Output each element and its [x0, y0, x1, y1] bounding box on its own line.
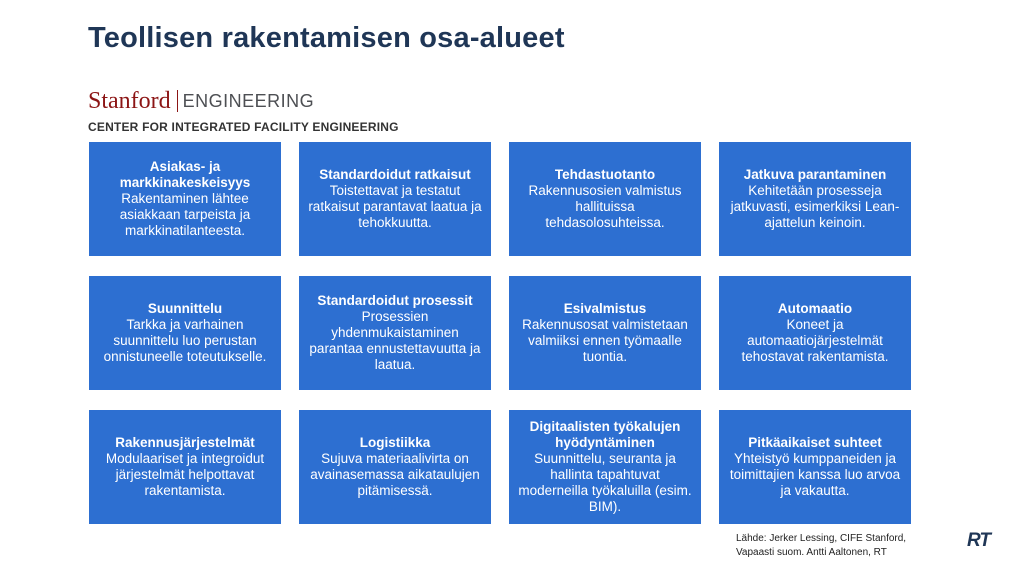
- source-note: [736, 532, 906, 560]
- card-text: Kehitetään prosesseja jatkuvasti, esimerkiksi Lean-ajattelun keinoin.: [730, 183, 900, 230]
- card-title: Suunnittelu: [147, 301, 223, 316]
- card-title: Esivalmistus: [563, 301, 647, 316]
- card-prefabrication: [509, 276, 701, 390]
- source-line: Vapaasti suom. Antti Aaltonen, RT: [736, 547, 887, 558]
- logo-divider: [177, 90, 178, 112]
- card-long-term-relationships: [719, 410, 911, 524]
- logo-center-name: CENTER FOR INTEGRATED FACILITY ENGINEERING: [88, 120, 399, 134]
- card-continuous-improvement: [719, 142, 911, 256]
- card-text: Prosessien yhdenmukaistaminen parantaa ennustettavuutta ja laatua.: [309, 309, 481, 372]
- card-text: Rakentaminen lähtee asiakkaan tarpeista ja markkinatilanteesta.: [119, 191, 251, 238]
- card-standardized-solutions: [299, 142, 491, 256]
- card-automation: [719, 276, 911, 390]
- card-design: [89, 276, 281, 390]
- card-title: Jatkuva parantaminen: [743, 167, 887, 182]
- card-customer-focus: [89, 142, 281, 256]
- source-line: Lähde: Jerker Lessing, CIFE Stanford,: [736, 533, 907, 544]
- card-factory-production: [509, 142, 701, 256]
- logo-division: ENGINEERING: [182, 91, 315, 111]
- card-text: Sujuva materiaalivirta on avainasemassa aikataulujen pitämisessä.: [310, 451, 480, 498]
- card-title: Logistiikka: [359, 435, 431, 450]
- card-grid: [89, 142, 911, 524]
- card-text: Rakennusosien valmistus hallituissa tehdasolosuhteissa.: [528, 183, 682, 230]
- card-text: Yhteistyö kumppaneiden ja toimittajien kanssa luo arvoa ja vakautta.: [729, 451, 901, 498]
- card-title: Rakennusjärjestelmät: [115, 435, 255, 450]
- slide-title: Teollisen rakentamisen osa-alueet: [88, 22, 565, 54]
- card-text: Tarkka ja varhainen suunnittelu luo perustan onnistuneelle toteutukselle.: [103, 317, 267, 364]
- card-building-systems: [89, 410, 281, 524]
- card-text: Suunnittelu, seuranta ja hallinta tapahtuvat moderneilla työkaluilla (esim. BIM).: [518, 451, 692, 514]
- rt-logo: RT: [967, 530, 990, 551]
- card-title: Standardoidut prosessit: [317, 293, 473, 308]
- stanford-engineering-logo: [88, 86, 399, 134]
- card-digital-tools: [509, 410, 701, 524]
- card-title: Tehdastuotanto: [554, 167, 656, 182]
- card-logistics: [299, 410, 491, 524]
- card-standardized-processes: [299, 276, 491, 390]
- card-text: Rakennusosat valmistetaan valmiiksi ennen työmaalle tuontia.: [522, 317, 688, 364]
- card-text: Toistettavat ja testatut ratkaisut parantavat laatua ja tehokkuutta.: [308, 183, 482, 230]
- card-text: Modulaariset ja integroidut järjestelmät helpottavat rakentamista.: [105, 451, 265, 498]
- logo-name: Stanford: [88, 88, 171, 114]
- card-title: Standardoidut ratkaisut: [319, 167, 471, 182]
- card-text: Koneet ja automaatiojärjestelmät tehostavat rakentamista.: [741, 317, 889, 364]
- card-title: Digitaalisten työkalujen hyödyntäminen: [529, 419, 681, 450]
- card-title: Asiakas- ja markkinakeskeisyys: [119, 159, 251, 190]
- card-title: Pitkäaikaiset suhteet: [748, 435, 882, 450]
- card-title: Automaatio: [777, 301, 853, 316]
